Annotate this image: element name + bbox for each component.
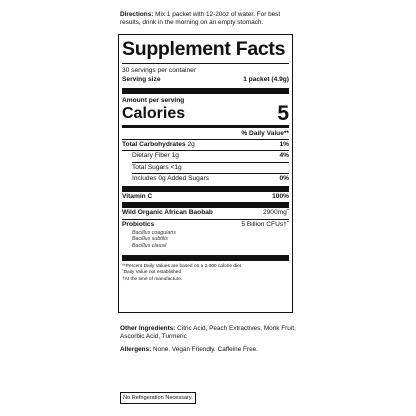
- nutrient-row-carbs: [122, 140, 289, 151]
- directions-body: Mix 1 packet with 12-20oz of water. For best results, drink in the morning on an empty stomach.: [120, 11, 281, 27]
- footnote: ˜Daily Value not established: [122, 270, 182, 276]
- allergens-text: None. Vegan Friendly. Caffeine Free.: [151, 346, 258, 353]
- footnote: **Percent Daily Values are based on a 2,000 calorie diet: [122, 264, 242, 270]
- servings-per-container: 30 servings per container: [122, 67, 197, 74]
- other-ingredients: [120, 325, 300, 342]
- panel-title: Supplement Facts: [122, 38, 286, 60]
- nutrient-dv: 1%: [279, 140, 289, 148]
- allergens: [120, 346, 320, 354]
- nutrient-label: Probiotics: [122, 220, 155, 228]
- nutrient-dv: 4%: [279, 152, 289, 159]
- footnote: †At the time of manufacture.: [122, 276, 183, 282]
- other-ingredients-text: Citric Acid, Peach Extractives, Monk Fruit, Ascorbic Acid, Turmeric: [120, 325, 296, 341]
- medium-divider: [122, 125, 289, 128]
- calories-row: [122, 101, 289, 125]
- footnotes: [122, 264, 289, 283]
- storage-note-box: No Refrigeration Necessary.: [120, 392, 196, 404]
- nutrient-row-fiber: [122, 151, 289, 162]
- other-ingredients-label: Other Ingredients:: [120, 325, 176, 332]
- thick-divider: [122, 255, 289, 261]
- probiotic-strain: Bacillus coagulans: [132, 230, 176, 236]
- nutrient-amount: 2900mg˜: [262, 209, 289, 216]
- nutrient-label: Total Sugars <1g: [132, 163, 182, 171]
- nutrient-label: Dietary Fiber 1g: [132, 152, 179, 159]
- supplement-facts-panel: [118, 34, 293, 313]
- nutrient-dv: 100%: [272, 192, 289, 200]
- nutrient-row-probiotics: [122, 220, 289, 231]
- nutrient-dv: 0%: [279, 175, 289, 182]
- nutrient-row-vitamin-c: [122, 192, 289, 203]
- nutrient-row-sugars: [122, 163, 289, 174]
- directions-label: Directions:: [120, 11, 154, 18]
- probiotic-strain: Bacillus clausii: [132, 242, 167, 249]
- probiotic-strain: Bacillus subtilis: [132, 236, 168, 243]
- serving-size-label: Serving size: [122, 76, 161, 83]
- amount-per-serving: Amount per serving: [122, 96, 185, 104]
- nutrient-row-added-sugars: [122, 174, 289, 185]
- nutrient-label: Total Carbohydrates: [122, 140, 186, 148]
- daily-value-header: % Daily Value**: [241, 129, 289, 137]
- thick-divider: [122, 88, 289, 94]
- serving-size-row: [122, 75, 289, 86]
- nutrient-label: Wild Organic African Baobab: [122, 209, 213, 216]
- nutrient-label: Includes 0g Added Sugars: [132, 175, 209, 182]
- nutrient-amount: 2g: [187, 140, 195, 148]
- directions-text: [120, 11, 300, 28]
- nutrient-amount: 5 Billion CFUs†˜: [241, 220, 289, 228]
- calories-label: Calories: [122, 104, 186, 122]
- divider: [122, 63, 289, 64]
- calories-value: 5: [277, 101, 289, 125]
- allergens-label: Allergens:: [120, 346, 152, 353]
- serving-size-value: 1 packet (4.9g): [243, 76, 289, 83]
- nutrient-label: Vitamin C: [122, 192, 153, 200]
- nutrient-row-baobab: [122, 208, 289, 219]
